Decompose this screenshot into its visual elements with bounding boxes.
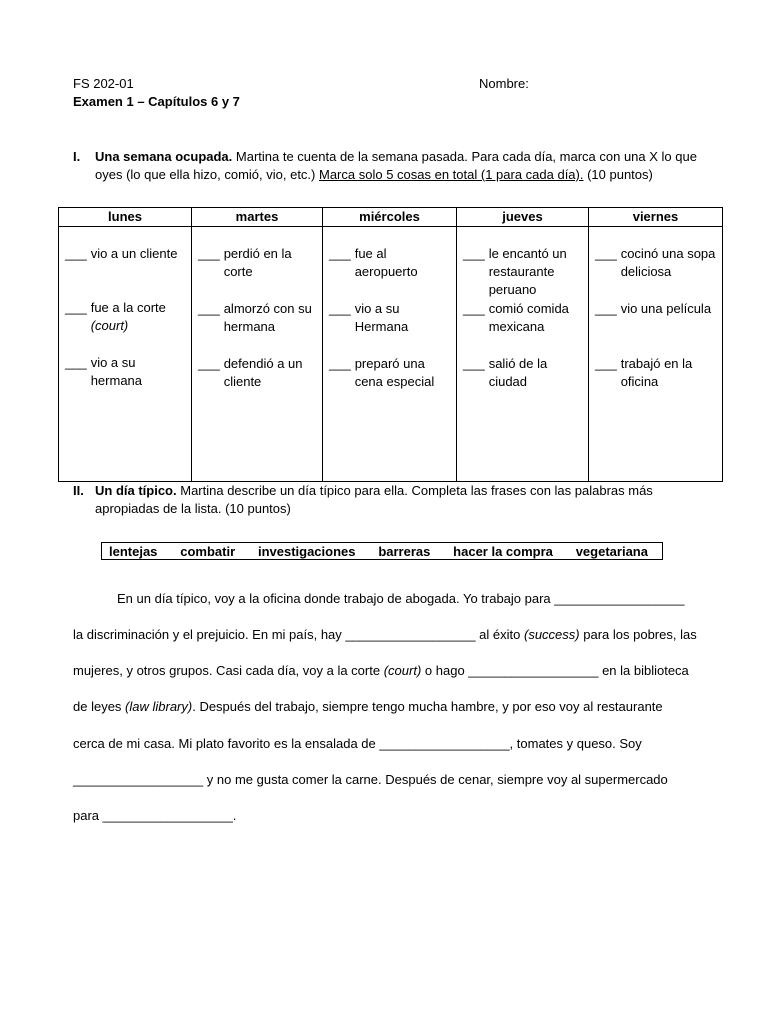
paragraph-text: y no me gusta comer la carne. Después de cenar, siempre voy al supermercado: [206, 772, 668, 787]
option-item[interactable]: [198, 300, 318, 336]
day-cell-jueves: [457, 227, 589, 482]
paragraph-text: , tomates y queso. Soy: [509, 736, 642, 751]
paragraph-line: [73, 627, 697, 642]
answer-blank[interactable]: ___: [329, 356, 351, 371]
fill-blank[interactable]: __________________: [73, 772, 204, 787]
paragraph-text: .: [232, 808, 237, 823]
paragraph-text: mujeres, y otros grupos. Casi cada día, voy a la corte: [73, 663, 381, 678]
paragraph-line: [73, 699, 663, 714]
option-text: preparó una cena especial: [354, 356, 435, 389]
answer-blank[interactable]: ___: [65, 300, 87, 315]
option-text: vio a un cliente: [90, 246, 178, 261]
word-bank-item: lentejas: [109, 543, 158, 559]
word-bank-item: investigaciones: [257, 543, 356, 559]
word-bank-item: hacer la compra: [453, 543, 553, 559]
word-bank-item: vegetariana: [575, 543, 648, 559]
fill-blank[interactable]: __________________: [554, 591, 685, 606]
fill-blank[interactable]: __________________: [345, 627, 476, 642]
option-item[interactable]: [329, 300, 452, 336]
answer-blank[interactable]: ___: [463, 356, 485, 371]
answer-blank[interactable]: ___: [329, 246, 351, 261]
answer-blank[interactable]: ___: [595, 301, 617, 316]
course-code: FS 202-01: [73, 76, 134, 91]
exam-title: Examen 1 – Capítulos 6 y 7: [73, 94, 240, 109]
option-item[interactable]: [65, 245, 187, 263]
day-cell-viernes: [589, 227, 723, 482]
option-text: fue a la corte (court): [90, 300, 166, 333]
option-text: salió de la ciudad: [488, 356, 548, 389]
option-text: defendió a un cliente: [223, 356, 303, 389]
paragraph-line: [73, 663, 689, 678]
column-header-miercoles: miércoles: [323, 208, 457, 227]
answer-blank[interactable]: ___: [463, 246, 485, 261]
column-header-lunes: lunes: [59, 208, 192, 227]
section-1-instructions: [73, 148, 703, 184]
column-header-martes: martes: [192, 208, 323, 227]
section-2-heading: Un día típico.: [95, 483, 177, 498]
option-item[interactable]: [463, 355, 584, 391]
paragraph-text: para: [73, 808, 100, 823]
fill-blank[interactable]: __________________: [102, 808, 233, 823]
fill-blank[interactable]: __________________: [468, 663, 599, 678]
paragraph-line: [73, 736, 642, 751]
paragraph-text: En un día típico, voy a la oficina donde trabajo de abogada. Yo trabajo para: [117, 591, 551, 606]
option-gloss: (court): [90, 318, 129, 333]
week-table: [58, 207, 723, 482]
gloss-text: (success): [524, 627, 580, 642]
option-item[interactable]: [595, 355, 718, 391]
paragraph-text: para los pobres, las: [583, 627, 697, 642]
fill-blank[interactable]: __________________: [379, 736, 510, 751]
answer-blank[interactable]: ___: [198, 356, 220, 371]
option-item[interactable]: [595, 300, 718, 318]
paragraph-line: [73, 808, 236, 823]
option-text: almorzó con su hermana: [223, 301, 312, 334]
paragraph-text: en la biblioteca: [602, 663, 689, 678]
column-header-viernes: viernes: [589, 208, 723, 227]
option-item[interactable]: [329, 245, 452, 281]
option-text: trabajó en la oficina: [620, 356, 693, 389]
option-text: le encantó un restaurante peruano: [488, 246, 567, 297]
section-1-number: I.: [73, 149, 81, 164]
section-2-number: II.: [73, 483, 84, 498]
word-bank: [101, 542, 663, 560]
paragraph-text: cerca de mi casa. Mi plato favorito es la ensalada de: [73, 736, 376, 751]
option-item[interactable]: [463, 245, 584, 299]
paragraph-text: o hago: [424, 663, 465, 678]
paragraph-line: [117, 591, 684, 606]
option-text: vio a su hermana: [90, 355, 143, 388]
column-header-jueves: jueves: [457, 208, 589, 227]
option-item[interactable]: [595, 245, 718, 281]
section-2-instructions: [73, 482, 703, 518]
paragraph-line: [73, 772, 668, 787]
section-1-heading: Una semana ocupada.: [95, 149, 233, 164]
option-item[interactable]: [198, 355, 318, 391]
option-text: cocinó una sopa deliciosa: [620, 246, 716, 279]
word-bank-item: barreras: [378, 543, 431, 559]
option-text: vio a su Hermana: [354, 301, 409, 334]
section-1-points: (10 puntos): [583, 167, 653, 182]
name-label: Nombre:: [479, 76, 529, 91]
answer-blank[interactable]: ___: [198, 301, 220, 316]
option-item[interactable]: [65, 354, 187, 390]
answer-blank[interactable]: ___: [329, 301, 351, 316]
answer-blank[interactable]: ___: [463, 301, 485, 316]
day-cell-martes: [192, 227, 323, 482]
option-text: comió comida mexicana: [488, 301, 569, 334]
paragraph-text: al éxito: [479, 627, 521, 642]
paragraph-text: . Después del trabajo, siempre tengo mucha hambre, y por eso voy al restaurante: [192, 699, 663, 714]
paragraph-text: de leyes: [73, 699, 122, 714]
option-item[interactable]: [329, 355, 452, 391]
week-table-header-row: [59, 208, 723, 227]
answer-blank[interactable]: ___: [595, 246, 617, 261]
day-cell-miercoles: [323, 227, 457, 482]
section-1-underlined-instruction: Marca solo 5 cosas en total (1 para cada día).: [319, 167, 584, 182]
week-table-row: [59, 227, 723, 482]
day-cell-lunes: [59, 227, 192, 482]
option-item[interactable]: [463, 300, 584, 336]
option-text: perdió en la corte: [223, 246, 292, 279]
answer-blank[interactable]: ___: [65, 355, 87, 370]
paragraph-text: la discriminación y el prejuicio. En mi país, hay: [73, 627, 342, 642]
section-2-text: Martina describe un día típico para ella. Completa las frases con las palabras más apropiadas de la lista. (10 puntos): [95, 483, 653, 516]
option-item[interactable]: [65, 299, 187, 335]
gloss-text: (law library): [125, 699, 193, 714]
answer-blank[interactable]: ___: [595, 356, 617, 371]
option-text: vio una película: [620, 301, 712, 316]
gloss-text: (court): [383, 663, 422, 678]
option-text: fue al aeropuerto: [354, 246, 418, 279]
section-1-text: Martina te cuenta de la semana pasada. Para cada día, marca con una X lo que oyes (lo que ella hizo, comió, vio, etc.): [95, 149, 697, 182]
option-item[interactable]: [198, 245, 318, 281]
answer-blank[interactable]: ___: [198, 246, 220, 261]
word-bank-item: combatir: [180, 543, 236, 559]
answer-blank[interactable]: ___: [65, 246, 87, 261]
